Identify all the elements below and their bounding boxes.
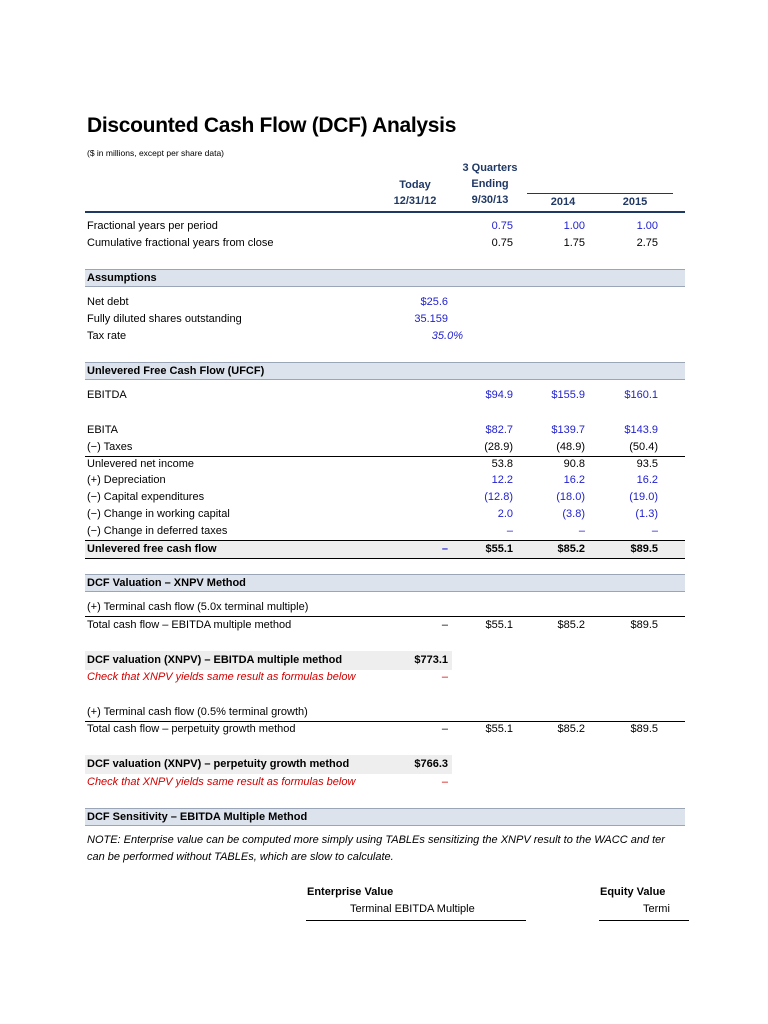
shares-row xyxy=(85,311,685,328)
header-today xyxy=(385,177,445,209)
value-2014: (18.0) xyxy=(556,491,585,503)
header-today-line2: 12/31/12 xyxy=(393,195,437,207)
value-2014: $139.7 xyxy=(551,424,585,436)
net-debt-value: $25.6 xyxy=(420,296,448,308)
value-2014: (48.9) xyxy=(556,441,585,453)
value-2013q: (12.8) xyxy=(484,491,513,503)
row-label: Net debt xyxy=(87,296,129,308)
value-2013q: $82.7 xyxy=(485,424,513,436)
ufcf-section-header xyxy=(85,362,685,380)
header-quarters-line3: 9/30/13 xyxy=(471,194,509,206)
row-label: Unlevered free cash flow xyxy=(87,543,217,555)
row-label: (−) Change in deferred taxes xyxy=(87,525,228,537)
value-2014: $155.9 xyxy=(551,389,585,401)
shares-value: 35.159 xyxy=(414,313,448,325)
value-today: – xyxy=(441,543,448,555)
total-cash-flow-growth-row xyxy=(85,721,685,738)
page-title: Discounted Cash Flow (DCF) Analysis xyxy=(87,114,457,137)
value-today: – xyxy=(441,619,448,631)
working-capital-row xyxy=(85,506,685,523)
row-label: EBITA xyxy=(87,424,118,436)
taxes-row xyxy=(85,439,685,457)
row-label: (−) Change in working capital xyxy=(87,508,230,520)
value-2013q: (28.9) xyxy=(484,441,513,453)
row-label: (+) Depreciation xyxy=(87,474,166,486)
deferred-taxes-row xyxy=(85,523,685,540)
net-debt-row xyxy=(85,294,685,311)
value-2014: 1.00 xyxy=(563,220,585,232)
row-label: Unlevered net income xyxy=(87,458,195,470)
value-2013q: 12.2 xyxy=(491,474,513,486)
section-title: DCF Valuation – XNPV Method xyxy=(87,577,246,589)
check-multiple-row xyxy=(85,669,685,686)
value-2015: – xyxy=(651,525,658,537)
value-2015: $143.9 xyxy=(624,424,658,436)
section-title: DCF Sensitivity – EBITDA Multiple Method xyxy=(87,811,308,823)
value-2014: $85.2 xyxy=(557,543,585,555)
value-2015: (1.3) xyxy=(635,508,658,520)
value-2014: 16.2 xyxy=(563,474,585,486)
terminal-multiple-row xyxy=(85,599,685,617)
value-2013q: – xyxy=(506,525,513,537)
row-label: (+) Terminal cash flow (0.5% terminal growth) xyxy=(87,706,308,718)
enterprise-value-subtitle: Terminal EBITDA Multiple xyxy=(350,903,475,915)
value-2014: 1.75 xyxy=(563,237,585,249)
value-2013q: $55.1 xyxy=(485,619,513,631)
value-2013q: 2.0 xyxy=(497,508,513,520)
assumptions-section-header xyxy=(85,269,685,287)
xnpv-growth-value: $766.3 xyxy=(414,758,448,770)
enterprise-value-underline xyxy=(306,920,526,921)
row-label: Total cash flow – perpetuity growth method xyxy=(87,723,296,735)
unlevered-fcf-row xyxy=(85,540,685,559)
row-label: (+) Terminal cash flow (5.0x terminal multiple) xyxy=(87,601,309,613)
value-2014: (3.8) xyxy=(562,508,585,520)
value-2013q: $55.1 xyxy=(485,723,513,735)
header-2014: 2014 xyxy=(550,196,576,208)
value-2015: $89.5 xyxy=(630,543,658,555)
value-today: – xyxy=(441,723,448,735)
row-label: EBITDA xyxy=(87,389,127,401)
unlevered-net-income-row xyxy=(85,456,685,473)
row-label: DCF valuation (XNPV) – perpetuity growth method xyxy=(87,758,350,770)
xnpv-multiple-value: $773.1 xyxy=(414,654,448,666)
equity-value-underline xyxy=(599,920,689,921)
value-2015: (50.4) xyxy=(629,441,658,453)
value-2013q: 53.8 xyxy=(491,458,513,470)
value-2015: $89.5 xyxy=(630,723,658,735)
header-underline xyxy=(85,211,685,213)
section-title: Assumptions xyxy=(87,272,157,284)
xnpv-growth-row xyxy=(85,756,685,773)
header-quarters-line2: Ending xyxy=(471,178,509,190)
value-2015: $89.5 xyxy=(630,619,658,631)
row-label: Cumulative fractional years from close xyxy=(87,237,274,249)
enterprise-value-title: Enterprise Value xyxy=(307,886,394,898)
value-2014: 90.8 xyxy=(563,458,585,470)
cumulative-years-row xyxy=(85,235,685,252)
check-growth-value: – xyxy=(441,776,448,788)
value-2014: $85.2 xyxy=(557,619,585,631)
total-cash-flow-multiple-row xyxy=(85,617,685,634)
fractional-years-row xyxy=(85,218,685,235)
value-2015: (19.0) xyxy=(629,491,658,503)
value-2013q: 0.75 xyxy=(491,220,513,232)
header-quarters xyxy=(455,160,525,208)
header-today-line1: Today xyxy=(399,179,431,191)
value-2015: 16.2 xyxy=(636,474,658,486)
check-growth-row xyxy=(85,774,685,791)
valuation-section-header xyxy=(85,574,685,592)
value-2014: $85.2 xyxy=(557,723,585,735)
row-label: Check that XNPV yields same result as formulas below xyxy=(87,671,356,683)
equity-value-subtitle: Termi xyxy=(643,903,670,915)
row-label: DCF valuation (XNPV) – EBITDA multiple method xyxy=(87,654,343,666)
value-2013q: 0.75 xyxy=(491,237,513,249)
value-2015: $160.1 xyxy=(624,389,658,401)
xnpv-multiple-row xyxy=(85,652,685,669)
row-label: Total cash flow – EBITDA multiple method xyxy=(87,619,292,631)
header-quarters-line1: 3 Quarters xyxy=(462,162,518,174)
row-label: (−) Taxes xyxy=(87,441,133,453)
sensitivity-note-line1: NOTE: Enterprise value can be computed more simply using TABLEs sensitizing the XNPV result to the WACC and ter xyxy=(87,834,665,846)
row-label: Check that XNPV yields same result as formulas below xyxy=(87,776,356,788)
row-label: (−) Capital expenditures xyxy=(87,491,205,503)
value-2014: – xyxy=(578,525,585,537)
sensitivity-section-header xyxy=(85,808,685,826)
value-2015: 1.00 xyxy=(636,220,658,232)
row-label: Tax rate xyxy=(87,330,127,342)
tax-rate-value: 35.0% xyxy=(431,330,463,342)
row-label: Fully diluted shares outstanding xyxy=(87,313,242,325)
ebitda-row xyxy=(85,387,685,404)
section-title: Unlevered Free Cash Flow (UFCF) xyxy=(87,365,265,377)
value-2013q: $55.1 xyxy=(485,543,513,555)
value-2015: 2.75 xyxy=(636,237,658,249)
sensitivity-note-line2: can be performed without TABLEs, which are slow to calculate. xyxy=(87,851,394,863)
value-2013q: $94.9 xyxy=(485,389,513,401)
equity-value-title: Equity Value xyxy=(600,886,666,898)
header-divider-projection xyxy=(527,193,673,194)
value-2015: 93.5 xyxy=(636,458,658,470)
row-label: Fractional years per period xyxy=(87,220,218,232)
header-2015: 2015 xyxy=(622,196,648,208)
ebita-row xyxy=(85,422,685,439)
depreciation-row xyxy=(85,472,685,489)
check-multiple-value: – xyxy=(441,671,448,683)
terminal-growth-row xyxy=(85,704,685,722)
capex-row xyxy=(85,489,685,506)
units-note: ($ in millions, except per share data) xyxy=(87,148,225,158)
tax-rate-row xyxy=(85,328,685,345)
